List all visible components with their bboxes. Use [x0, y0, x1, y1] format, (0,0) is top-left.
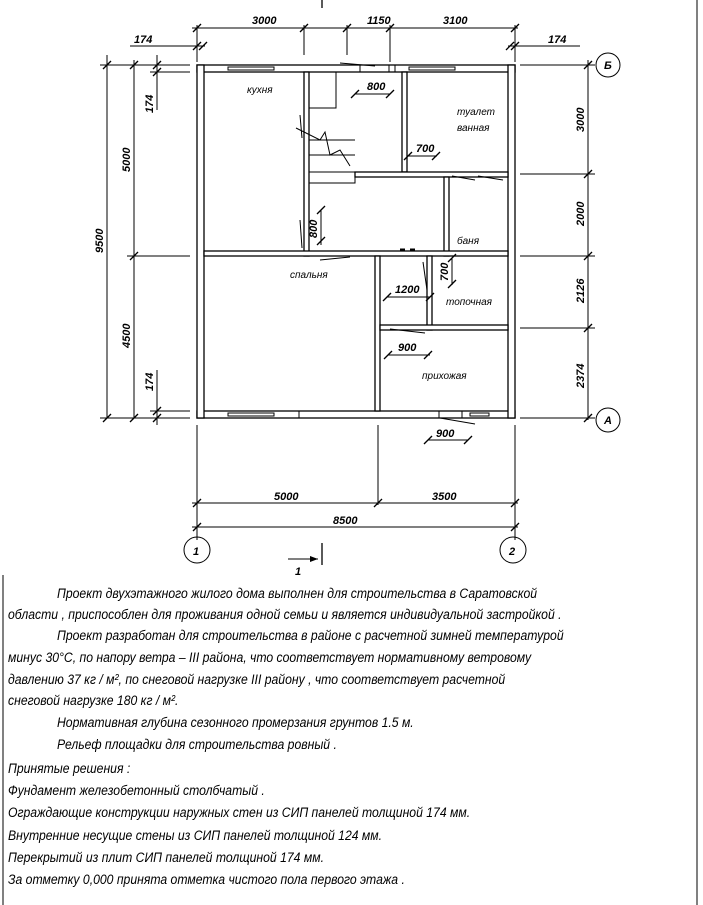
dim-right-2126: 2126: [575, 278, 587, 303]
section-mark: [288, 543, 322, 578]
dim-bottom-3500: 3500: [432, 491, 457, 503]
note-line: давлению 37 кг / м², по снеговой нагрузке III районy , что соответствует расчетной: [8, 672, 506, 688]
dim-left-total: 9500: [94, 228, 106, 253]
dim-corridor: 1200: [395, 284, 420, 296]
note-line: Проект разработан для строительства в районе с расчетной зимней температурой: [57, 628, 564, 644]
dim-wall-right-top: 174: [548, 34, 567, 46]
svg-text:2: 2: [509, 546, 516, 558]
svg-text:1: 1: [193, 546, 200, 558]
note-line: снеговой нагрузке 180 кг / м².: [8, 693, 179, 709]
axis-marker-2: [500, 537, 526, 563]
dim-hall-door: 900: [398, 342, 417, 354]
room-toilet: туалет: [457, 107, 495, 118]
note-line: области , приспособлен для проживания одной семьи и является индивидуальной застройкой .: [8, 607, 562, 623]
room-boiler: топочная: [446, 297, 492, 308]
room-bedroom: спальня: [290, 270, 328, 281]
dimension-lines: [100, 25, 595, 540]
note-line: минус 30°С, по напору ветра – III района, что соответствует нормативному ветровому: [8, 650, 532, 666]
dimension-ticks: [103, 24, 592, 531]
svg-text:А: А: [604, 415, 612, 427]
dim-boiler-door: 700: [439, 262, 451, 281]
note-line: Рельеф площадки для строительства ровный .: [57, 737, 337, 753]
svg-text:Б: Б: [604, 60, 612, 72]
dim-bottom-8500: 8500: [333, 515, 358, 527]
dim-bath-door: 700: [416, 143, 435, 155]
dim-top-1150: 1150: [367, 15, 391, 27]
axis-marker-1: [184, 537, 210, 563]
axis-marker-b: [596, 53, 620, 77]
note-line: Проект двухэтажного жилого дома выполнен для строительства в Саратовской: [57, 586, 538, 602]
windows: [228, 65, 489, 418]
axis-marker-a: [596, 408, 620, 432]
dim-top-3000: 3000: [252, 15, 277, 27]
dim-stair-door: 800: [367, 81, 386, 93]
note-line: Перекрытий из плит СИП панелей толщиной 174 мм.: [8, 850, 324, 866]
dim-left-wall-bottom: 174: [144, 372, 156, 391]
dim-right-3000: 3000: [575, 107, 587, 132]
room-hall: прихожая: [422, 371, 467, 382]
dim-left-lower: 4500: [121, 323, 133, 348]
dim-right-2374: 2374: [575, 363, 587, 388]
note-line: За отметку 0,000 принята отметка чистого пола первого этажа .: [8, 872, 405, 888]
dim-bottom-5000: 5000: [274, 491, 299, 503]
note-line: Фундамент железобетонный столбчатый .: [8, 783, 265, 799]
room-sauna: баня: [457, 236, 480, 247]
room-kitchen: кухня: [247, 85, 273, 96]
room-bathroom: ванная: [457, 123, 490, 134]
dim-wall-left-top: 174: [134, 34, 153, 46]
dim-top-3100: 3100: [443, 15, 468, 27]
dim-left-wall-top: 174: [144, 94, 156, 113]
dim-kitchen-door: 800: [308, 219, 320, 238]
note-line: Принятые решения :: [8, 761, 131, 777]
note-line: Внутренние несущие стены из СИП панелей толщиной 124 мм.: [8, 828, 383, 844]
svg-text:1: 1: [295, 566, 302, 578]
dim-entry-door: 900: [436, 428, 455, 440]
dim-left-upper: 5000: [121, 147, 133, 172]
note-line: Нормативная глубина сезонного промерзания грунтов 1.5 м.: [57, 715, 414, 731]
dim-right-2000: 2000: [575, 201, 587, 226]
note-line: Ограждающие конструкции наружных стен из СИП панелей толщиной 174 мм.: [8, 805, 471, 821]
